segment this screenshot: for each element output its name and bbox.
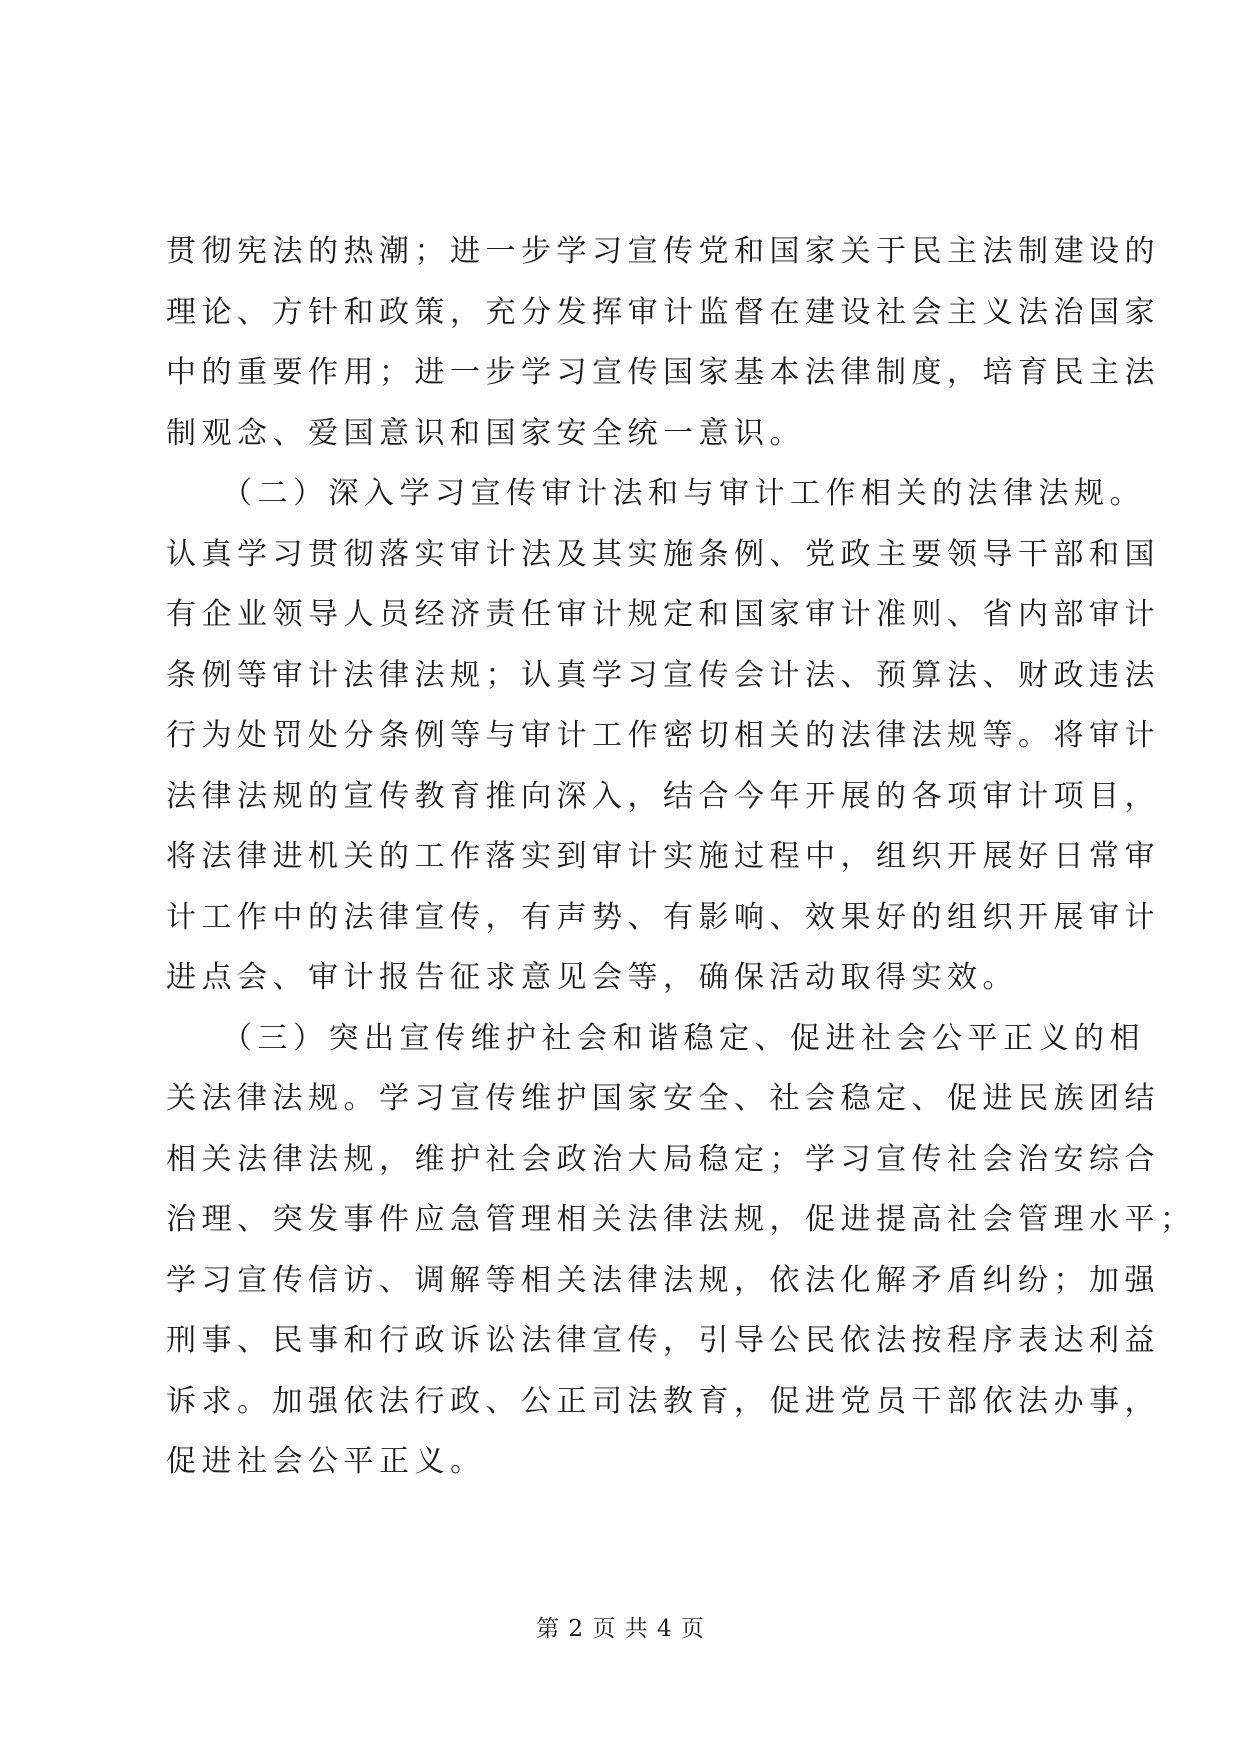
text-line: 法律法规的宣传教育推向深入，结合今年开展的各项审计项目，: [166, 778, 1160, 814]
text-line: 治理、突发事件应急管理相关法律法规，促进提高社会管理水平；: [166, 1202, 1196, 1237]
page-number-footer: 第 2 页 共 4 页: [536, 1616, 705, 1642]
text-line: 计工作中的法律宣传，有声势、有影响、效果好的组织开展审计: [166, 899, 1160, 935]
text-line: 促进社会公平正义。: [166, 1444, 486, 1479]
text-line: 有企业领导人员经济责任审计规定和国家审计准则、省内部审计: [166, 597, 1160, 632]
text-line: 中的重要作用；进一步学习宣传国家基本法律制度，培育民主法: [166, 355, 1160, 390]
text-line: 刑事、民事和行政诉讼法律宣传，引导公民依法按程序表达利益: [166, 1323, 1160, 1358]
text-line: 贯彻宪法的热潮；进一步学习宣传党和国家关于民主法制建设的: [166, 234, 1160, 269]
text-line: 行为处罚处分条例等与审计工作密切相关的法律法规等。将审计: [166, 718, 1160, 753]
text-line: 条例等审计法律法规；认真学习宣传会计法、预算法、财政违法: [166, 657, 1160, 693]
text-line: （二）深入学习宣传审计法和与审计工作相关的法律法规。: [166, 476, 1145, 511]
text-line: 进点会、审计报告征求意见会等，确保活动取得实效。: [166, 960, 1018, 995]
text-line: （三）突出宣传维护社会和谐稳定、促进社会公平正义的相: [166, 1020, 1145, 1056]
text-line: 诉求。加强依法行政、公正司法教育，促进党员干部依法办事，: [166, 1383, 1160, 1419]
text-line: 制观念、爱国意识和国家安全统一意识。: [166, 415, 805, 451]
text-line: 关法律法规。学习宣传维护国家安全、社会稳定、促进民族团结: [166, 1081, 1160, 1116]
body-text: [166, 222, 1196, 1493]
text-line: 学习宣传信访、调解等相关法律法规，依法化解矛盾纠纷；加强: [166, 1262, 1160, 1298]
text-line: 将法律进机关的工作落实到审计实施过程中，组织开展好日常审: [166, 839, 1160, 874]
text-line: 相关法律法规，维护社会政治大局稳定；学习宣传社会治安综合: [166, 1141, 1160, 1177]
text-line: 理论、方针和政策，充分发挥审计监督在建设社会主义法治国家: [166, 294, 1160, 330]
text-line: 认真学习贯彻落实审计法及其实施条例、党政主要领导干部和国: [166, 536, 1160, 572]
